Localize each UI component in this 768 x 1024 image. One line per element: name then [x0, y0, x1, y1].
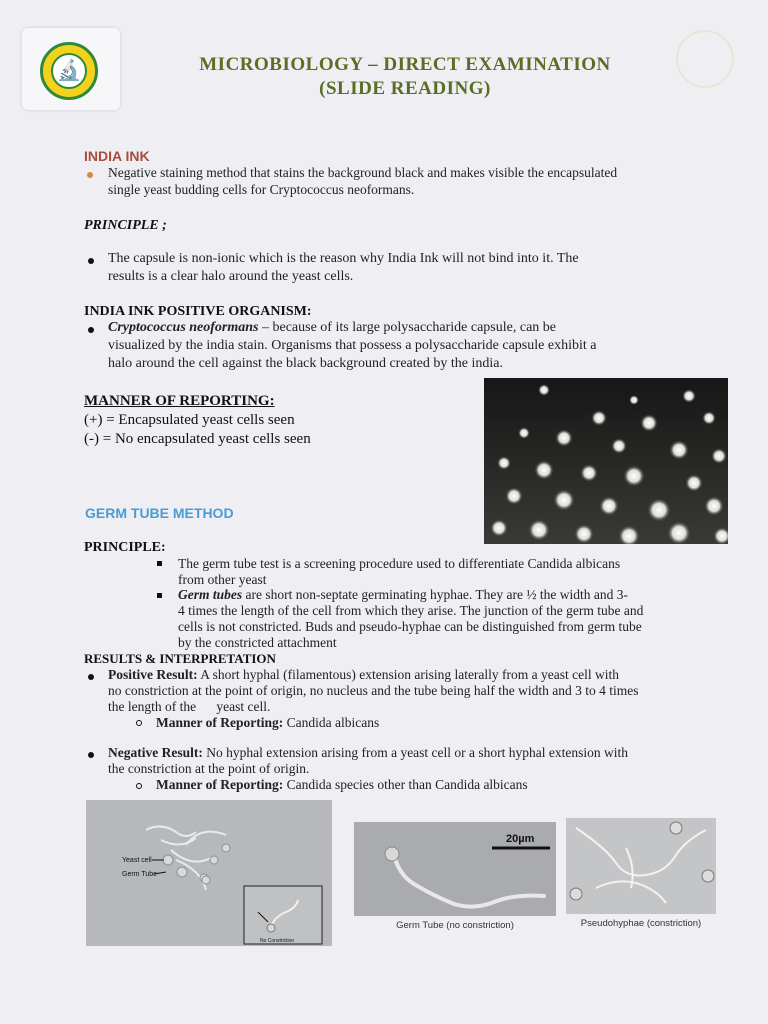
india-ink-positive-line-3: halo around the cell against the black background created by the india. [108, 356, 503, 371]
microscope-logo-icon: 🔬 [51, 53, 87, 89]
germ-tube-principle-heading: PRINCIPLE: [84, 540, 166, 555]
reporting-positive: (+) = Encapsulated yeast cells seen [84, 412, 295, 428]
page-subtitle: (SLIDE READING) [319, 78, 491, 99]
germ-tubes-term: Germ tubes [178, 587, 243, 602]
fig1-yeast-label: Yeast cell [122, 857, 152, 864]
organism-name: Cryptococcus neoformans [108, 320, 259, 335]
fig3-caption: Pseudohyphae (constriction) [580, 918, 702, 929]
negative-manner [156, 776, 656, 793]
positive-result-line-1 [108, 666, 718, 683]
india-ink-principle-2: results is a clear halo around the yeast cells. [108, 269, 354, 284]
negative-result-desc: No hyphal extension arising from a yeast cell or a short hyphal extension with [202, 745, 629, 760]
organism-desc: – because of its large polysaccharide capsule, can be [258, 320, 556, 335]
germ-tube-micrograph [86, 800, 332, 946]
bullet-icon [88, 752, 94, 758]
germ-principle-1-line-2: from other yeast [178, 572, 267, 587]
bullet-icon [88, 327, 94, 333]
fig1-inset [244, 886, 322, 944]
positive-manner-value: Candida albicans [283, 715, 380, 730]
bullet-icon [88, 674, 94, 680]
square-bullet-icon [157, 561, 162, 566]
square-bullet-icon [157, 593, 162, 598]
fig2-caption: Germ Tube (no constriction) [396, 920, 514, 931]
reporting-negative: (-) = No encapsulated yeast cells seen [84, 431, 311, 447]
germ-principle-1-line-1: The germ tube test is a screening procedure used to differentiate Candida albicans [178, 556, 621, 571]
germ-principle-2-line-3: cells is not constricted. Buds and pseudo-hyphae can be distinguished from germ tube [178, 619, 642, 634]
positive-manner [156, 714, 656, 731]
india-ink-positive-line-2: visualized by the india stain. Organisms that possess a polysaccharide capsule exhibit a [108, 338, 597, 353]
pseudohyphae-image [566, 818, 716, 914]
negative-result-line-1 [108, 744, 718, 761]
positive-result-label: Positive Result: [108, 667, 198, 682]
fig1-germ-label: Germ Tube [122, 871, 158, 878]
negative-manner-value: Candida species other than Candida albicans [283, 777, 528, 792]
india-ink-principle-1: The capsule is non-ionic which is the reason why India Ink will not bind into it. The [108, 251, 579, 266]
germ-tubes-desc: are short non-septate germinating hyphae. They are ½ the width and 3- [242, 587, 629, 602]
positive-result-line-3: the length of the yeast cell. [108, 699, 271, 714]
germ-tube-no-constriction-image [354, 822, 556, 916]
bullet-icon [87, 172, 93, 178]
positive-result-desc: A short hyphal (filamentous) extension arising laterally from a yeast cell with [197, 667, 620, 682]
india-ink-micrograph [484, 378, 728, 544]
india-ink-positive-line-1 [108, 319, 708, 336]
india-ink-principle-heading: PRINCIPLE ; [84, 218, 167, 233]
circle-bullet-icon [136, 720, 142, 726]
positive-result-line-2: no constriction at the point of origin, no nucleus and the tube being half the width and 3 to 4 times [108, 683, 639, 698]
germ-principle-2-line-2: 4 times the length of the cell from which they arise. The junction of the germ tube and [178, 603, 644, 618]
negative-result-line-2: the constriction at the point of origin. [108, 761, 310, 776]
germ-principle-2-line-1 [178, 586, 718, 603]
india-ink-positive-heading: INDIA INK POSITIVE ORGANISM: [84, 304, 312, 319]
bullet-icon [88, 258, 94, 264]
negative-result-label: Negative Result: [108, 745, 203, 760]
results-heading: RESULTS & INTERPRETATION [84, 651, 276, 666]
fig1-inset-cell [267, 924, 275, 932]
positive-manner-label: Manner of Reporting: [156, 715, 284, 730]
germ-tube-heading: GERM TUBE METHOD [85, 505, 234, 521]
india-ink-heading: INDIA INK [84, 148, 150, 164]
page-title: MICROBIOLOGY – DIRECT EXAMINATION [199, 54, 611, 75]
reporting-heading: MANNER OF REPORTING: [84, 393, 275, 409]
fig1-inset-label: No Constriction [260, 938, 295, 944]
negative-manner-label: Manner of Reporting: [156, 777, 284, 792]
germ-principle-2-line-4: by the constricted attachment [178, 635, 337, 650]
india-ink-intro-1: Negative staining method that stains the background black and makes visible the encapsulated [108, 165, 618, 180]
fig2-scale-label: 20µm [506, 833, 535, 845]
india-ink-intro-2: single yeast budding cells for Cryptococcus neoformans. [108, 182, 415, 197]
circle-bullet-icon [136, 783, 142, 789]
seal-watermark-icon [676, 30, 734, 88]
